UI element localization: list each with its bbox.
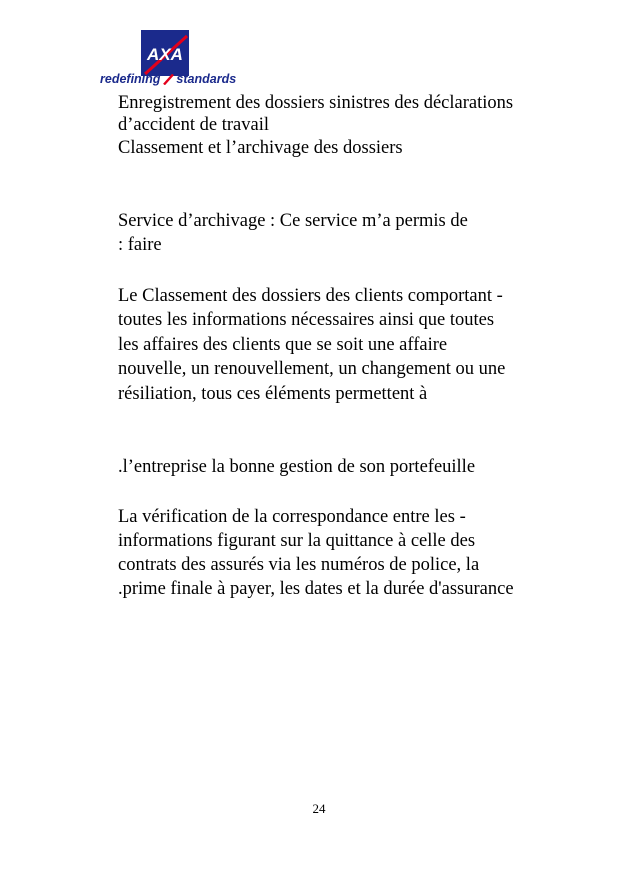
text-line: : faire — [118, 235, 162, 255]
tagline-redefining: redefining — [100, 72, 161, 86]
text-line: nouvelle, un renouvellement, un changement ou une — [118, 359, 506, 379]
tagline-slash-icon — [163, 74, 174, 85]
text-line: La vérification de la correspondance entre les - — [118, 507, 466, 527]
text-line: les affaires des clients que se soit une affaire — [118, 335, 448, 355]
text-line: .l’entreprise la bonne gestion de son portefeuille — [118, 457, 476, 477]
text-line: toutes les informations nécessaires ainsi que toutes — [118, 310, 495, 330]
text-line: informations figurant sur la quittance à celle des — [118, 531, 476, 551]
logo-tagline — [100, 72, 236, 86]
text-line: Le Classement des dossiers des clients comportant - — [118, 286, 503, 306]
text-line: Service d’archivage : Ce service m’a permis de — [118, 211, 468, 231]
axa-logo — [100, 30, 240, 86]
axa-logo-icon — [141, 30, 189, 76]
tagline-standards: standards — [176, 72, 237, 86]
text-line: .prime finale à payer, les dates et la durée d'assurance — [118, 579, 514, 599]
text-line: d’accident de travail — [118, 115, 269, 135]
text-line: résiliation, tous ces éléments permettent à — [118, 384, 428, 404]
text-line: Enregistrement des dossiers sinistres des déclarations — [118, 93, 514, 113]
text-line: contrats des assurés via les numéros de police, la — [118, 555, 480, 575]
text-line: Classement et l’archivage des dossiers — [118, 138, 403, 158]
svg-text:AXA: AXA — [147, 45, 183, 64]
page-number: 24 — [312, 801, 326, 816]
